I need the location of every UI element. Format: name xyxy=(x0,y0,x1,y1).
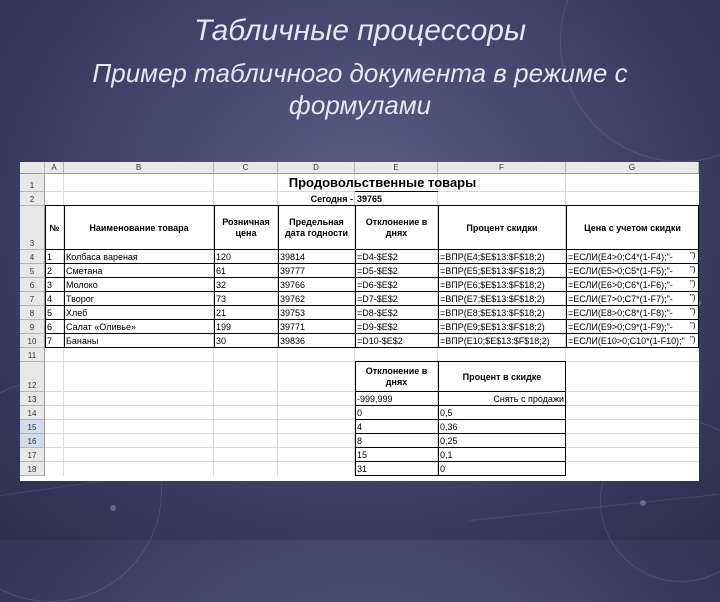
cell-product-name[interactable]: Колбаса вареная xyxy=(66,252,138,262)
cell-deviation-formula[interactable]: =D8-$E$2 xyxy=(357,308,398,318)
sheet-heading: Продовольственные товары xyxy=(288,175,477,190)
cell-deviation-formula[interactable]: =D7-$E$2 xyxy=(357,294,398,304)
header-expiry-date[interactable]: Предельная дата годности xyxy=(284,217,349,238)
lookup-discount-value[interactable]: 0,1 xyxy=(440,450,453,460)
row-header-2[interactable]: 2 xyxy=(20,192,45,206)
cell-final-price-formula[interactable]: =ЕСЛИ(E5>0;C5*(1-F5);"- xyxy=(568,266,673,276)
cell-num[interactable]: 5 xyxy=(47,308,53,318)
header-num[interactable]: № xyxy=(49,222,60,233)
cell-final-price-formula[interactable]: =ЕСЛИ(E10>0;C10*(1-F10);" xyxy=(568,336,685,346)
header-deviation-days[interactable]: Отклонение в днях xyxy=(365,217,428,238)
row-header-11[interactable]: 11 xyxy=(20,348,45,362)
row-header-15[interactable]: 15 xyxy=(20,420,45,434)
cell-expiry-date[interactable]: 39771 xyxy=(280,322,306,332)
today-value[interactable]: 39765 xyxy=(357,194,383,204)
row-header-3[interactable]: 3 xyxy=(20,206,45,250)
select-all-corner[interactable] xyxy=(20,162,45,174)
column-header-e[interactable]: E xyxy=(355,162,438,174)
cell-price[interactable]: 120 xyxy=(216,252,232,262)
cell-expiry-date[interactable]: 39777 xyxy=(280,266,306,276)
row-header-18[interactable]: 18 xyxy=(20,462,45,476)
column-header-c[interactable]: C xyxy=(214,162,278,174)
cell-price[interactable]: 61 xyxy=(216,266,227,276)
cell-discount-formula[interactable]: =ВПР(E7;$E$13:$F$18;2) xyxy=(440,294,545,304)
row-edge-mark: ") xyxy=(690,265,696,274)
lookup-discount-value[interactable]: 0 xyxy=(440,464,446,474)
lookup-header-discount[interactable]: Процент в скидке xyxy=(462,371,542,382)
cell-price[interactable]: 32 xyxy=(216,280,227,290)
column-header-b[interactable]: B xyxy=(64,162,214,174)
cell-final-price-formula[interactable]: =ЕСЛИ(E8>0;C8*(1-F8);"- xyxy=(568,308,673,318)
cell-expiry-date[interactable]: 39814 xyxy=(280,252,306,262)
row-header-7[interactable]: 7 xyxy=(20,292,45,306)
lookup-deviation-value[interactable]: -999,999 xyxy=(357,394,393,404)
column-header-d[interactable]: D xyxy=(278,162,355,174)
cell-deviation-formula[interactable]: =D4-$E$2 xyxy=(357,252,398,262)
row-edge-mark: ") xyxy=(690,335,696,344)
lookup-discount-value[interactable]: 0,25 xyxy=(440,436,458,446)
today-label: Сегодня - xyxy=(310,194,353,204)
row-edge-mark: ") xyxy=(690,293,696,302)
cell-num[interactable]: 3 xyxy=(47,280,53,290)
row-edge-mark: ") xyxy=(690,307,696,316)
cell-price[interactable]: 30 xyxy=(216,336,227,346)
cell-price[interactable]: 21 xyxy=(216,308,227,318)
cell-product-name[interactable]: Салат «Оливье» xyxy=(66,322,136,332)
cell-discount-formula[interactable]: =ВПР(E4;$E$13:$F$18;2) xyxy=(440,252,545,262)
lookup-discount-value[interactable]: 0,36 xyxy=(440,422,458,432)
row-edge-mark: ") xyxy=(690,279,696,288)
cell-expiry-date[interactable]: 39836 xyxy=(280,336,306,346)
cell-num[interactable]: 1 xyxy=(47,252,53,262)
cell-num[interactable]: 4 xyxy=(47,294,53,304)
cell-final-price-formula[interactable]: =ЕСЛИ(E9>0;C9*(1-F9);"- xyxy=(568,322,673,332)
row-edge-mark: ") xyxy=(690,321,696,330)
row-header-8[interactable]: 8 xyxy=(20,306,45,320)
row-header-16[interactable]: 16 xyxy=(20,434,45,448)
row-header-4[interactable]: 4 xyxy=(20,250,45,264)
header-discounted-price[interactable]: Цена с учетом скидки xyxy=(584,222,681,233)
row-header-12[interactable]: 12 xyxy=(20,362,45,392)
cell-deviation-formula[interactable]: =D9-$E$2 xyxy=(357,322,398,332)
slide-title: Табличные процессоры xyxy=(193,14,527,47)
cell-product-name[interactable]: Молоко xyxy=(66,280,98,290)
lookup-header-deviation[interactable]: Отклонение в днях xyxy=(365,366,428,387)
header-product-name[interactable]: Наименование товара xyxy=(89,222,189,233)
row-header-13[interactable]: 13 xyxy=(20,392,45,406)
row-header-17[interactable]: 17 xyxy=(20,448,45,462)
cell-price[interactable]: 73 xyxy=(216,294,227,304)
lookup-discount-value[interactable]: 0,5 xyxy=(440,408,453,418)
cell-final-price-formula[interactable]: =ЕСЛИ(E6>0;C6*(1-F6);"- xyxy=(568,280,673,290)
cell-discount-formula[interactable]: =ВПР(E10;$E$13:$F$18;2) xyxy=(440,336,550,346)
cell-product-name[interactable]: Бананы xyxy=(66,336,99,346)
row-edge-mark: ") xyxy=(690,251,696,260)
header-discount-percent[interactable]: Процент скидки xyxy=(466,222,538,233)
lookup-deviation-value[interactable]: 31 xyxy=(357,464,368,474)
lookup-deviation-value[interactable]: 15 xyxy=(357,450,368,460)
lookup-deviation-value[interactable]: 4 xyxy=(357,422,363,432)
cell-deviation-formula[interactable]: =D10-$E$2 xyxy=(357,336,403,346)
cell-num[interactable]: 6 xyxy=(47,322,53,332)
row-header-6[interactable]: 6 xyxy=(20,278,45,292)
header-retail-price[interactable]: Розничная цена xyxy=(222,217,270,238)
cell-discount-formula[interactable]: =ВПР(E5;$E$13:$F$18;2) xyxy=(440,266,545,276)
cell-price[interactable]: 199 xyxy=(216,322,232,332)
cell-expiry-date[interactable]: 39766 xyxy=(280,280,306,290)
column-header-f[interactable]: F xyxy=(438,162,566,174)
row-header-1[interactable]: 1 xyxy=(20,174,45,192)
row-header-5[interactable]: 5 xyxy=(20,264,45,278)
lookup-deviation-value[interactable]: 0 xyxy=(357,408,363,418)
row-header-10[interactable]: 10 xyxy=(20,334,45,348)
cell-discount-formula[interactable]: =ВПР(E6;$E$13:$F$18;2) xyxy=(440,280,545,290)
cell-num[interactable]: 7 xyxy=(47,336,53,346)
cell-final-price-formula[interactable]: =ЕСЛИ(E4>0;C4*(1-F4);"- xyxy=(568,252,673,262)
cell-final-price-formula[interactable]: =ЕСЛИ(E7>0;C7*(1-F7);"- xyxy=(568,294,673,304)
cell-product-name[interactable]: Сметана xyxy=(66,266,103,276)
cell-deviation-formula[interactable]: =D6-$E$2 xyxy=(357,280,398,290)
cell-product-name[interactable]: Хлеб xyxy=(66,308,88,318)
row-header-14[interactable]: 14 xyxy=(20,406,45,420)
row-header-9[interactable]: 9 xyxy=(20,320,45,334)
cell-deviation-formula[interactable]: =D5-$E$2 xyxy=(357,266,398,276)
lookup-deviation-value[interactable]: 8 xyxy=(357,436,363,446)
cell-product-name[interactable]: Творог xyxy=(66,294,95,304)
spreadsheet[interactable] xyxy=(20,162,699,481)
column-header-a[interactable]: A xyxy=(45,162,64,174)
deco-dot xyxy=(110,505,116,511)
column-header-g[interactable]: G xyxy=(566,162,699,174)
cell-discount-formula[interactable]: =ВПР(E9;$E$13:$F$18;2) xyxy=(440,322,545,332)
cell-discount-formula[interactable]: =ВПР(E8;$E$13:$F$18;2) xyxy=(440,308,545,318)
slide-subtitle: Пример табличного документа в режиме с формулами xyxy=(92,58,628,120)
cell-num[interactable]: 2 xyxy=(47,266,53,276)
cell-expiry-date[interactable]: 39753 xyxy=(280,308,306,318)
cell-expiry-date[interactable]: 39762 xyxy=(280,294,306,304)
lookup-discount-value[interactable]: Снять с продажи xyxy=(493,394,564,404)
